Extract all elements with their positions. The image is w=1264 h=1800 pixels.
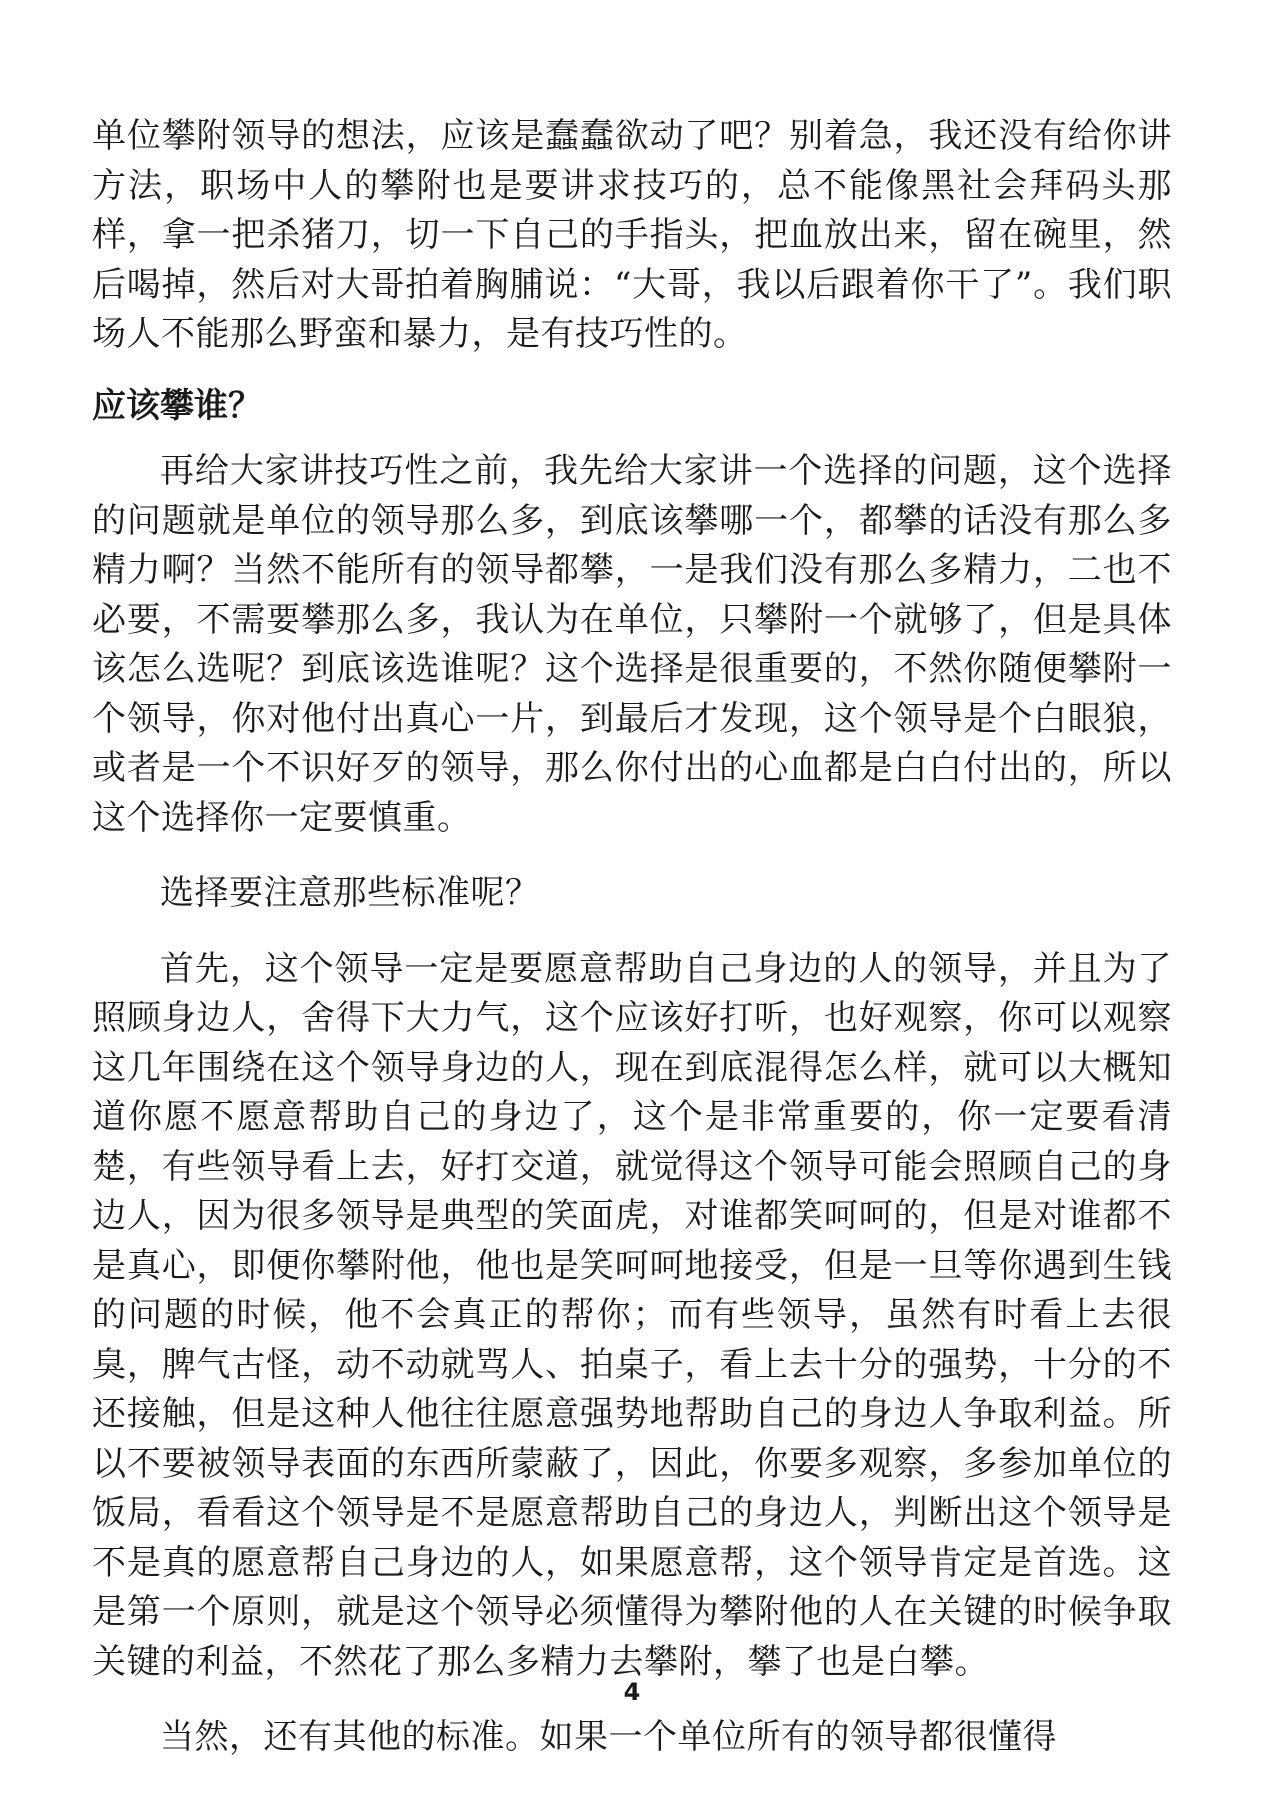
body-paragraph-other-standards: 当然，还有其他的标准。如果一个单位所有的领导都很懂得: [160, 1717, 1057, 1757]
section-heading: 应该攀谁？: [92, 385, 262, 426]
body-paragraph-first-principle: 首先，这个领导一定是要愿意帮助自己身边的人的领导，并且为了照顾身边人，舍得下大力气，这个应该好打听，也好观察，你可以观察这几年围绕在这个领导身边的人，现在到底混得怎么样，就可以大概知道你愿不愿意帮助自己的身边了，这个是非常重要的，你一定要看清楚，有些领导看上去，好打交道，就觉得这个领导可能会照顾自己的身边人，因为很多领导是典型的笑面虎，对谁都笑呵呵的，但是对谁都不是真心，即便你攀附他，他也是笑呵呵地接受，但是一旦等你遇到生钱的问题的时候，他不会真正的帮你；而有些领导，虽然有时看上去很臭，脾气古怪，动不动就骂人、拍桌子，看上去十分的强势，十分的不还接触，但是这种人他往往愿意强势地帮助自己的身边人争取利益。所以不要被领导表面的东西所蒙蔽了，因此，你要多观察，多参加单位的饭局，看看这个领导是不是愿意帮助自己的身边人，判断出这个领导是不是真的愿意帮自己身边的人，如果愿意帮，这个领导肯定是首选。这是第一个原则，就是这个领导必须懂得为攀附他的人在关键的时候争取关键的利益，不然花了那么多精力去攀附，攀了也是白攀。: [92, 948, 1172, 1682]
body-paragraph-question: 选择要注意那些标准呢？: [160, 873, 540, 913]
body-paragraph-continued: 单位攀附领导的想法，应该是蠢蠢欲动了吧？别着急，我还没有给你讲方法，职场中人的攀附也是要讲求技巧的，总不能像黑社会拜码头那样，拿一把杀猪刀，切一下自己的手指头，把血放出来，留在碗里，然后喝掉，然后对大哥拍着胸脯说：“大哥，我以后跟着你干了”。我们职场人不能那么野蛮和暴力，是有技巧性的。: [92, 116, 1172, 354]
page-body: [92, 112, 1172, 1763]
page-number: 4: [623, 1678, 641, 1706]
body-paragraph-choice: 再给大家讲技巧性之前，我先给大家讲一个选择的问题，这个选择的问题就是单位的领导那么多，到底该攀哪一个，都攀的话没有那么多精力啊？当然不能所有的领导都攀，一是我们没有那么多精力，二也不必要，不需要攀那么多，我认为在单位，只攀附一个就够了，但是具体该怎么选呢？到底该选谁呢？这个选择是很重要的，不然你随便攀附一个领导，你对他付出真心一片，到最后才发现，这个领导是个白眼狼，或者是一个不识好歹的领导，那么你付出的心血都是白白付出的，所以这个选择你一定要慎重。: [92, 451, 1172, 838]
